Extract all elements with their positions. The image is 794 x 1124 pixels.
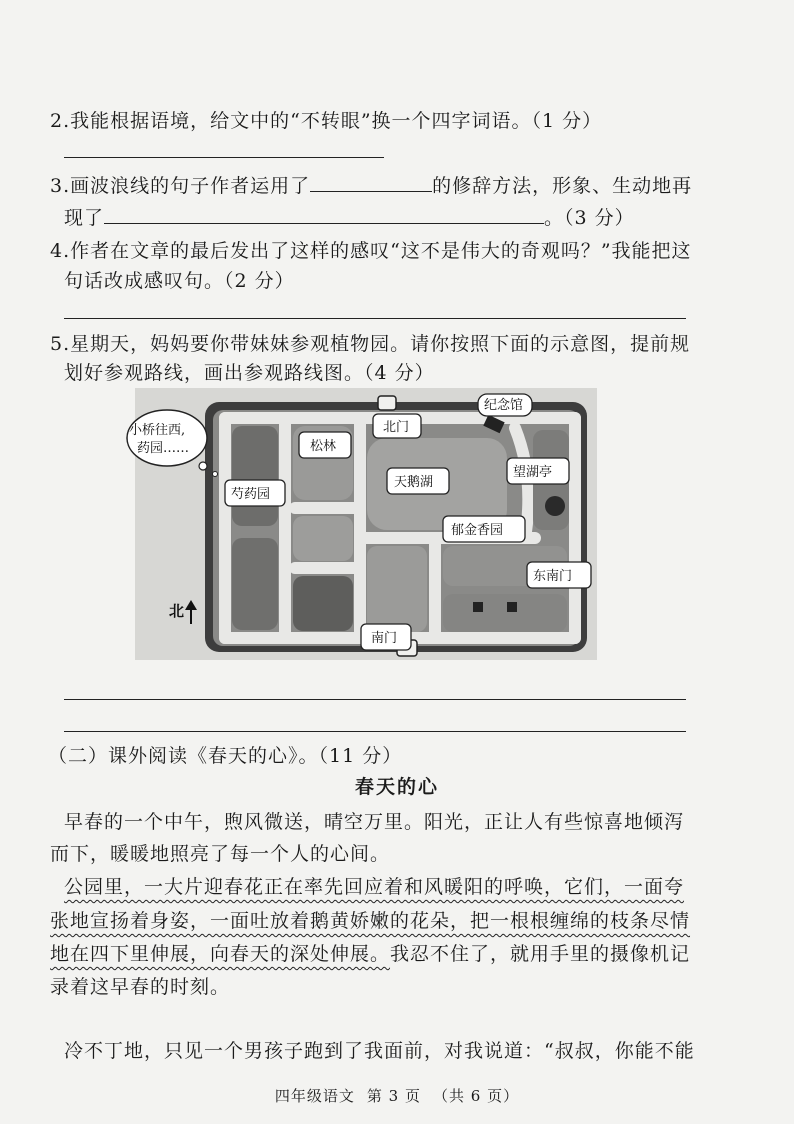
question-4-line-2: 句话改成感叹句。（2 分） (64, 270, 295, 292)
q3-text-after: 的修辞方法，形象、生动地再 (432, 175, 693, 197)
question-4-line-1: 4.作者在文章的最后发出了这样的感叹“这不是伟大的奇观吗？”我能把这 (50, 240, 692, 262)
label-swan-lake: 天鹅湖 (394, 475, 434, 490)
footer-grade: 四年级语文 (274, 1087, 355, 1105)
q3-text-before: 3.画波浪线的句子作者运用了 (50, 175, 311, 197)
q3-line2-after: 。（3 分） (544, 207, 635, 229)
label-lake-pavilion: 望湖亭 (513, 465, 553, 480)
block-bridge-area (293, 516, 353, 561)
question-5-line-1: 5.星期天，妈妈要你带妹妹参观植物园。请你按照下面的示意图，提前规 (50, 333, 691, 355)
map-label-peony (225, 480, 285, 506)
question-2: 2.我能根据语境，给文中的“不转眼”换一个四字词语。（1 分） (50, 110, 603, 132)
answer-line-q4[interactable] (64, 318, 686, 319)
passage-p2-wavy-part: 地在四下里伸展，向春天的深处伸展。 (50, 943, 391, 965)
page-footer (0, 1085, 794, 1106)
passage-p2-rest: 我忍不住了，就用手里的摄像机记 (390, 943, 691, 965)
botanical-garden-map (129, 388, 597, 660)
north-gate-icon (378, 396, 396, 410)
passage-p1-line-1: 早春的一个中午，煦风微送，晴空万里。阳光，正让人有些惊喜地倾泻 (64, 811, 685, 833)
building-icon-2 (507, 602, 517, 612)
label-north-gate: 北门 (383, 420, 410, 435)
footer-total: （共 6 页） (433, 1087, 520, 1105)
footer-page: 第 3 页 (366, 1087, 421, 1105)
map-label-north-gate (373, 414, 421, 438)
block-west-grove (232, 426, 278, 526)
label-peony-garden: 芍药园 (231, 487, 271, 502)
passage-p1-line-2: 而下，暖暖地照亮了每一个人的心间。 (50, 843, 391, 865)
block-peony-garden (232, 538, 278, 630)
lake-pavilion-icon (545, 496, 565, 516)
map-label-pavilion (507, 458, 569, 484)
map-label-memorial (478, 394, 532, 416)
map-label-southeast-gate (527, 562, 591, 588)
answer-blank-q3-rhetoric[interactable] (310, 173, 432, 192)
map-label-south-gate (361, 624, 411, 650)
question-5-line-2: 划好参观路线，画出参观路线图。（4 分） (64, 362, 435, 384)
passage-title: 春天的心 (354, 776, 439, 798)
answer-line-q5-1[interactable] (64, 699, 686, 700)
building-icon-1 (473, 602, 483, 612)
answer-line-q2[interactable] (64, 157, 384, 158)
passage-p3-line-1: 冷不丁地，只见一个男孩子跑到了我面前，对我说道：“叔叔，你能不能 (64, 1040, 695, 1062)
passage-p2-line-4: 录着这早春的时刻。 (50, 976, 231, 998)
north-label: 北 (169, 602, 185, 620)
label-south-gate: 南门 (371, 631, 398, 646)
passage-p2-line-3 (50, 939, 690, 966)
block-south-gate-area (367, 546, 427, 632)
answer-line-q5-2[interactable] (64, 731, 686, 732)
passage-p2-line-2: 张地宣扬着身姿，一面吐放着鹅黄娇嫩的花朵，把一根根缠绵的枝条尽情 (50, 910, 691, 932)
q3-line2-before: 现了 (64, 207, 105, 229)
section-2-heading: （二）课外阅读《春天的心》。（11 分） (48, 745, 403, 767)
map-label-tulip (443, 516, 525, 542)
label-tulip-garden: 郁金香园 (451, 523, 504, 538)
map-label-swan-lake (387, 468, 449, 494)
block-south-east (443, 594, 567, 632)
bubble-text-1: 小桥往西, (129, 423, 186, 438)
question-3-line-2 (64, 203, 635, 230)
bubble-text-2: 药园…… (137, 441, 190, 456)
block-south-west (293, 576, 353, 631)
label-southeast-gate: 东南门 (533, 569, 573, 584)
passage-p2-line-1: 公园里，一大片迎春花正在率先回应着和风暖阳的呼唤，它们，一面夸 (64, 876, 685, 898)
label-pine-forest: 松林 (310, 439, 337, 454)
label-memorial-hall: 纪念馆 (484, 398, 524, 413)
answer-blank-q3-content[interactable] (104, 205, 544, 224)
map-label-pine (299, 432, 351, 458)
question-3-line-1 (50, 171, 692, 198)
